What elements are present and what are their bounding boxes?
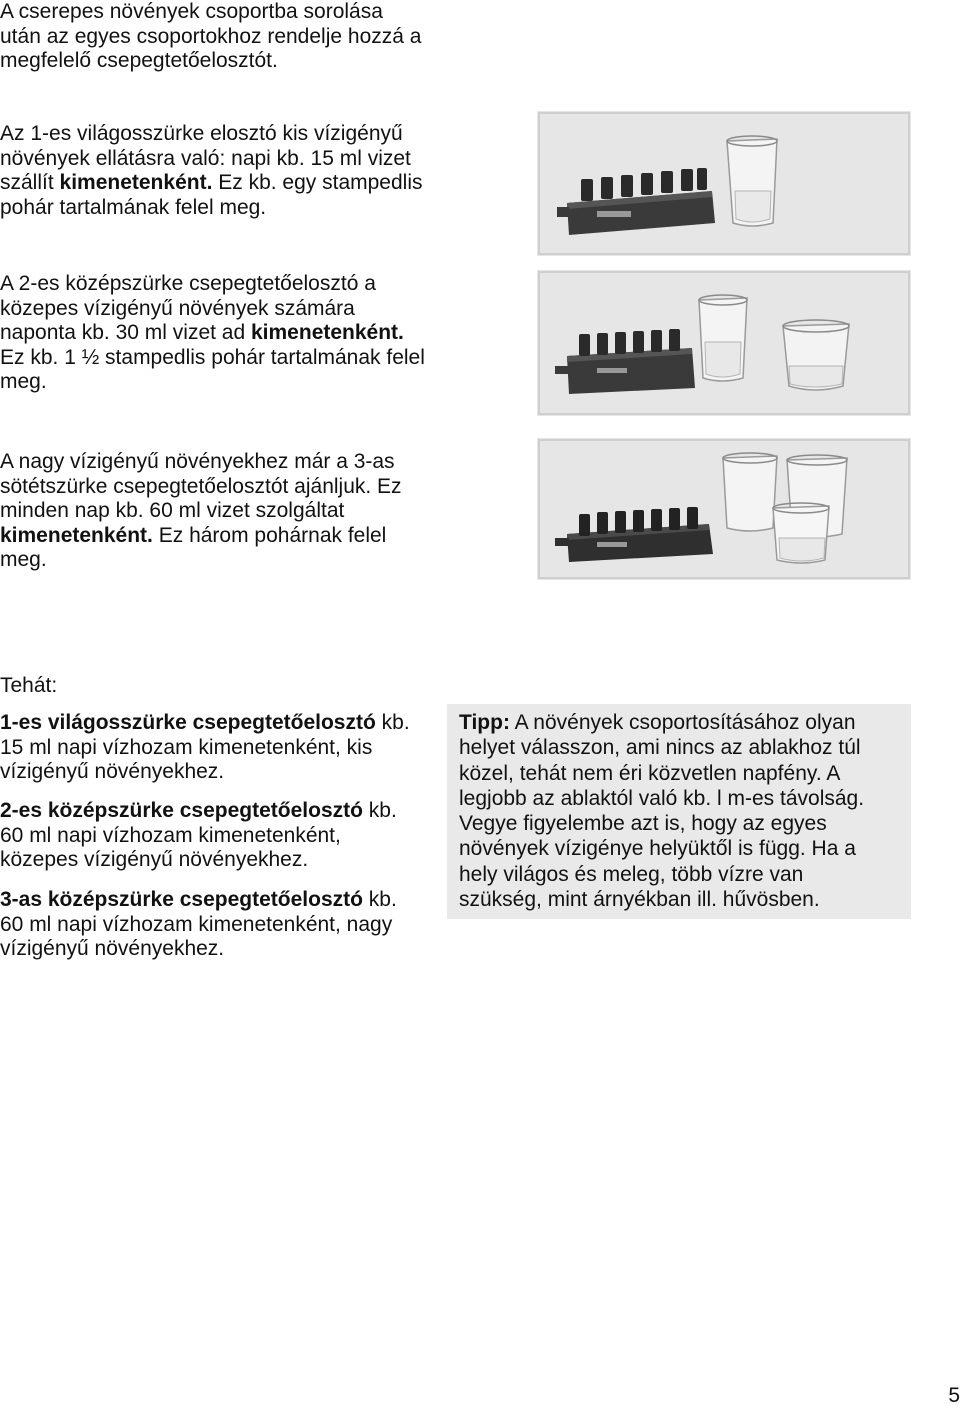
text-line: közepes vízigényű növényekhez.: [0, 848, 309, 871]
summary-item-3: [0, 888, 397, 962]
intro-line: megfelelő csepegtetőelosztót.: [0, 49, 278, 72]
text-span: A növények csoportosításához olyan: [509, 711, 856, 734]
summary-item-1: [0, 711, 410, 785]
text-span: Ez kb. egy stampedlis: [212, 171, 423, 194]
text-line: közepes vízigényű növények számára: [0, 296, 355, 320]
summary-heading: Tehát:: [0, 674, 58, 697]
bold-term: 3-as középszürke csepegtetőelosztó: [0, 888, 363, 911]
text-line: 60 ml napi vízhozam kimenetenként,: [0, 823, 341, 847]
text-line: [0, 711, 410, 736]
intro-line: A cserepes növények csoportba sorolása: [0, 0, 383, 23]
bold-term: kimenetenként.: [251, 321, 404, 344]
text-line: közel, tehát nem éri közvetlen napfény. A: [459, 761, 841, 785]
tip-box: [447, 704, 911, 919]
text-line: sötétszürke csepegtetőelosztót ajánljuk. Ez: [0, 474, 402, 498]
text-line: minden nap kb. 60 ml vizet szolgáltat: [0, 499, 345, 522]
text-span: Ez három pohárnak felel: [152, 523, 387, 547]
text-line: [0, 171, 423, 196]
text-span: kb.: [362, 799, 397, 822]
text-line: növények vízigénye helyüktől is függ. Ha a: [459, 837, 856, 861]
distributor-3-description: [0, 450, 402, 573]
summary-item-2: [0, 799, 397, 873]
text-line: meg.: [0, 548, 47, 571]
text-line: Az 1-es világosszürke elosztó kis vízigényű: [0, 122, 403, 145]
text-line: [0, 888, 397, 913]
text-span: kb.: [362, 888, 397, 911]
text-line: [0, 524, 402, 549]
text-line: [459, 710, 864, 735]
text-line: vízigényű növényekhez.: [0, 937, 225, 960]
intro-text: [0, 0, 421, 74]
text-line: 15 ml napi vízhozam kimenetenként, kis: [0, 735, 373, 759]
text-line: vízigényű növényekhez.: [0, 760, 225, 783]
distributor-2-image: [537, 270, 911, 416]
text-line: növények ellátásra való: napi kb. 15 ml vizet: [0, 146, 411, 170]
distributor-2-description: [0, 272, 425, 395]
tip-label: Tipp:: [459, 711, 510, 734]
text-line: [0, 321, 425, 346]
page-number: 5: [948, 1384, 960, 1407]
text-line: A 2-es középszürke csepegtetőelosztó a: [0, 272, 376, 295]
bold-term: 2-es középszürke csepegtetőelosztó: [0, 799, 363, 822]
text-line: helyet válasszon, ami nincs az ablakhoz túl: [459, 736, 861, 760]
text-line: 60 ml napi vízhozam kimenetenként, nagy: [0, 912, 393, 936]
distributor-1-image: [537, 111, 911, 256]
bold-term: kimenetenként.: [0, 523, 153, 547]
text-line: A nagy vízigényű növényekhez már a 3-as: [0, 450, 395, 473]
photo-distributor-2-with-glasses: [537, 270, 911, 416]
intro-line: után az egyes csoportokhoz rendelje hozzá a: [0, 24, 422, 48]
photo-distributor-1-with-shot-glass: [537, 111, 911, 256]
text-line: pohár tartalmának felel meg.: [0, 195, 267, 219]
text-line: Vegye figyelembe azt is, hogy az egyes: [459, 812, 827, 836]
text-line: Ez kb. 1 ½ stampedlis pohár tartalmának felel: [0, 345, 425, 369]
text-span: kb.: [375, 711, 410, 734]
text-span: naponta kb. 30 ml vizet ad: [0, 321, 251, 344]
text-span: szállít: [0, 171, 60, 194]
bold-term: kimenetenként.: [59, 171, 213, 194]
text-line: legjobb az ablaktól való kb. l m-es távolság.: [459, 786, 865, 810]
bold-term: 1-es világosszürke csepegtetőelosztó: [0, 711, 376, 734]
distributor-3-image: [537, 438, 911, 580]
text-line: [0, 799, 397, 824]
photo-distributor-3-with-glasses: [537, 438, 911, 580]
distributor-1-description: [0, 122, 423, 220]
text-line: hely világos és meleg, több vízre van: [459, 862, 804, 886]
text-line: szükség, mint árnyékban ill. hűvösben.: [459, 888, 820, 912]
tip-text: [459, 710, 864, 912]
text-line: meg.: [0, 370, 47, 393]
